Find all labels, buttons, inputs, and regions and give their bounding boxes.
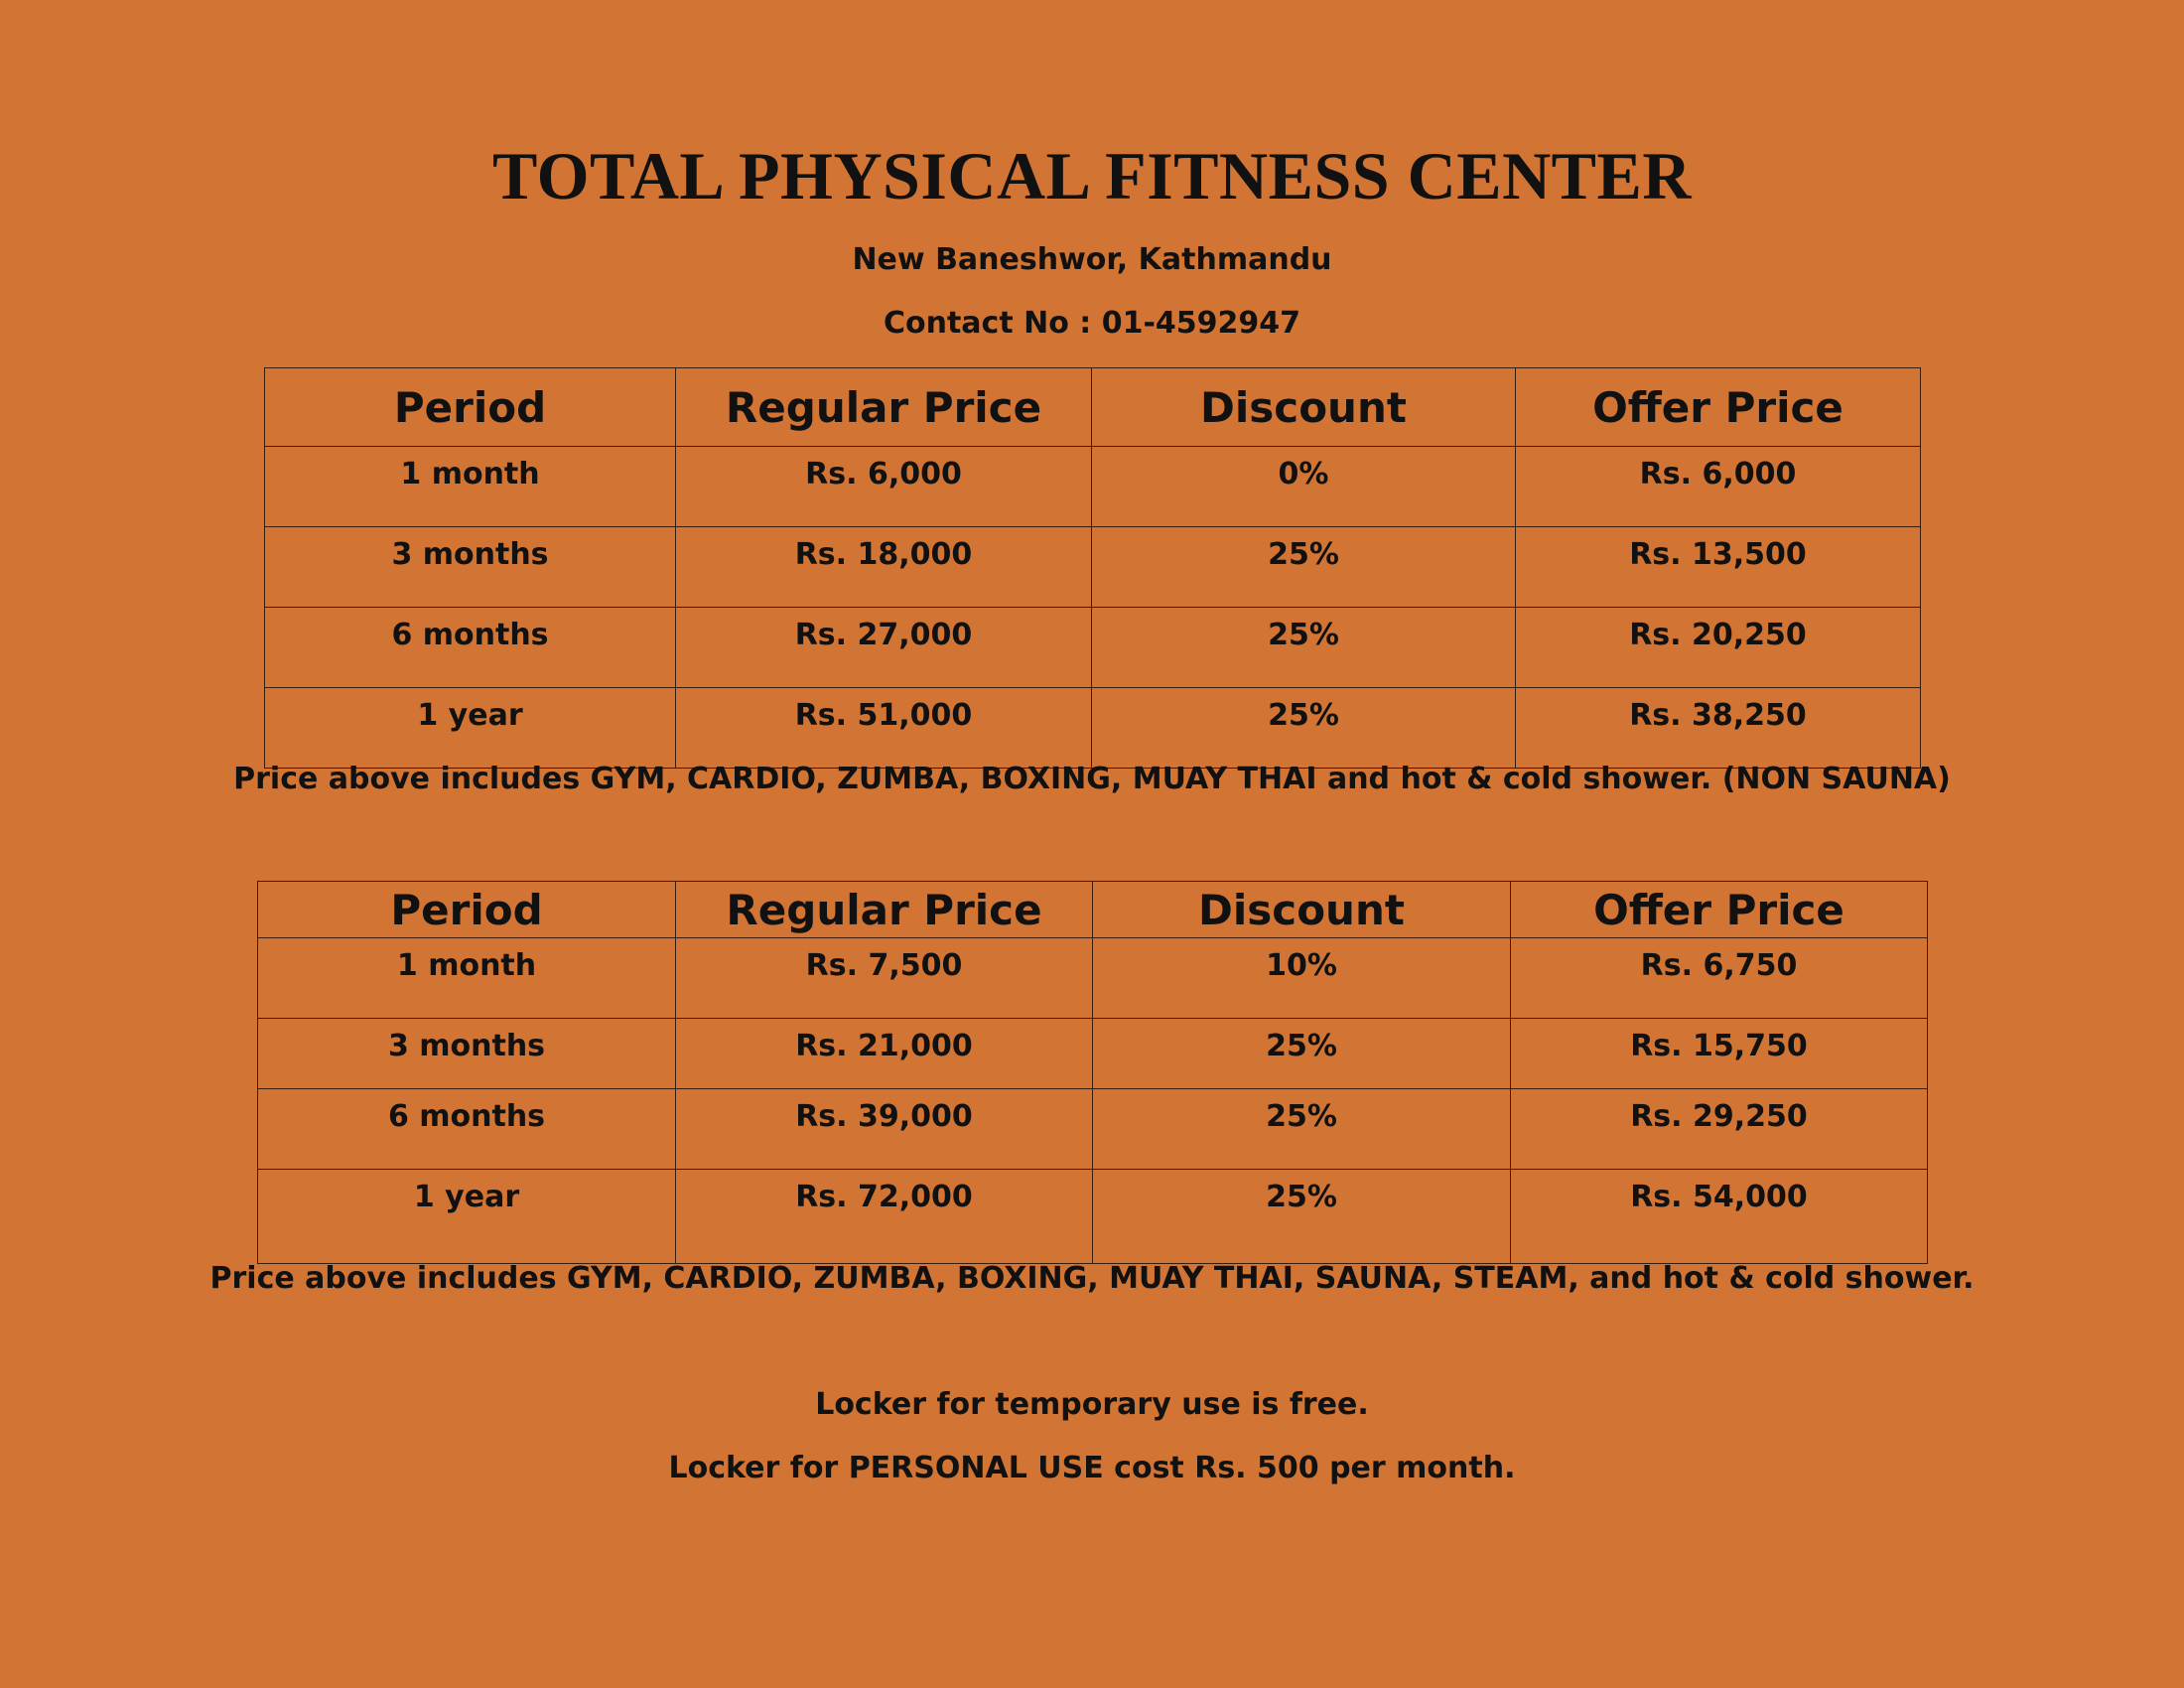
table-row <box>258 1089 1928 1170</box>
table-row <box>265 688 1921 769</box>
locker-prefix: Locker for <box>815 1387 996 1422</box>
locker-personal-use: PERSONAL USE <box>848 1451 1104 1485</box>
column-header-regular-price: Regular Price <box>676 368 1092 447</box>
table-row <box>258 1170 1928 1264</box>
table2-note <box>0 1259 2184 1299</box>
discount-cell: 25% <box>1092 688 1516 769</box>
period-cell: 1 month <box>265 447 676 527</box>
note-and: , and <box>1568 1261 1663 1296</box>
regular-price-cell: Rs. 7,500 <box>676 938 1093 1019</box>
locker-price: Rs. 500 <box>1194 1451 1319 1485</box>
locker-temporary-use: temporary use <box>995 1387 1241 1422</box>
discount-cell: 25% <box>1093 1170 1511 1264</box>
locker-temporary-line <box>0 1385 2184 1425</box>
table1-note <box>0 760 2184 799</box>
period-cell: 3 months <box>258 1019 676 1089</box>
discount-cell: 10% <box>1093 938 1511 1019</box>
page-title: TOTAL PHYSICAL FITNESS CENTER <box>491 138 1693 213</box>
table-header-row <box>265 368 1921 447</box>
discount-cell: 25% <box>1092 527 1516 608</box>
discount-cell: 25% <box>1093 1019 1511 1089</box>
column-header-regular-price: Regular Price <box>676 882 1093 938</box>
period-cell: 1 year <box>265 688 676 769</box>
column-header-discount: Discount <box>1092 368 1516 447</box>
regular-price-cell: Rs. 27,000 <box>676 608 1092 688</box>
offer-price-cell: Rs. 38,250 <box>1516 688 1921 769</box>
regular-price-cell: Rs. 39,000 <box>676 1089 1093 1170</box>
column-header-period: Period <box>258 882 676 938</box>
contact-line: Contact No : 01-4592947 <box>883 306 1301 341</box>
column-header-offer-price: Offer Price <box>1511 882 1928 938</box>
note-suffix: shower. <box>1835 1261 1975 1296</box>
offer-price-cell: Rs. 6,750 <box>1511 938 1928 1019</box>
table-row <box>265 608 1921 688</box>
locker-free: free <box>1289 1387 1358 1422</box>
column-header-offer-price: Offer Price <box>1516 368 1921 447</box>
note-shower-type: hot & cold <box>1662 1261 1836 1296</box>
table-row <box>265 447 1921 527</box>
address-line: New Baneshwor, Kathmandu <box>852 242 1332 277</box>
column-header-period: Period <box>265 368 676 447</box>
table-row <box>258 938 1928 1019</box>
discount-cell: 0% <box>1092 447 1516 527</box>
price-table-non-sauna <box>264 367 1921 769</box>
discount-cell: 25% <box>1092 608 1516 688</box>
locker-mid: cost <box>1103 1451 1195 1485</box>
period-cell: 6 months <box>265 608 676 688</box>
locker-prefix: Locker for <box>668 1451 849 1485</box>
regular-price-cell: Rs. 18,000 <box>676 527 1092 608</box>
period-cell: 1 year <box>258 1170 676 1264</box>
locker-suffix: per month. <box>1318 1451 1516 1485</box>
note-shower-type: hot & cold <box>1400 762 1572 796</box>
note-services: GYM, CARDIO, ZUMBA, BOXING <box>590 762 1111 796</box>
offer-price-cell: Rs. 54,000 <box>1511 1170 1928 1264</box>
locker-personal-line <box>0 1449 2184 1488</box>
regular-price-cell: Rs. 72,000 <box>676 1170 1093 1264</box>
offer-price-cell: Rs. 29,250 <box>1511 1089 1928 1170</box>
discount-cell: 25% <box>1093 1089 1511 1170</box>
note-services-2: MUAY THAI <box>1132 762 1317 796</box>
regular-price-cell: Rs. 6,000 <box>676 447 1092 527</box>
period-cell: 1 month <box>258 938 676 1019</box>
locker-suffix: . <box>1357 1387 1369 1422</box>
table-header-row <box>258 882 1928 938</box>
offer-price-cell: Rs. 20,250 <box>1516 608 1921 688</box>
note-separator: , <box>1110 762 1133 796</box>
period-cell: 6 months <box>258 1089 676 1170</box>
note-suffix: shower. (NON SAUNA) <box>1572 762 1951 796</box>
table-row <box>265 527 1921 608</box>
offer-price-cell: Rs. 13,500 <box>1516 527 1921 608</box>
note-services: GYM, CARDIO, ZUMBA, BOXING, MUAY THAI, SAUNA, STEAM <box>567 1261 1569 1296</box>
offer-price-cell: Rs. 15,750 <box>1511 1019 1928 1089</box>
column-header-discount: Discount <box>1093 882 1511 938</box>
offer-price-cell: Rs. 6,000 <box>1516 447 1921 527</box>
table-row <box>258 1019 1928 1089</box>
regular-price-cell: Rs. 51,000 <box>676 688 1092 769</box>
regular-price-cell: Rs. 21,000 <box>676 1019 1093 1089</box>
locker-mid: is <box>1240 1387 1290 1422</box>
note-prefix: Price above includes <box>233 762 591 796</box>
note-prefix: Price above includes <box>209 1261 568 1296</box>
price-table-with-sauna <box>257 881 1928 1264</box>
note-and: and <box>1316 762 1401 796</box>
period-cell: 3 months <box>265 527 676 608</box>
